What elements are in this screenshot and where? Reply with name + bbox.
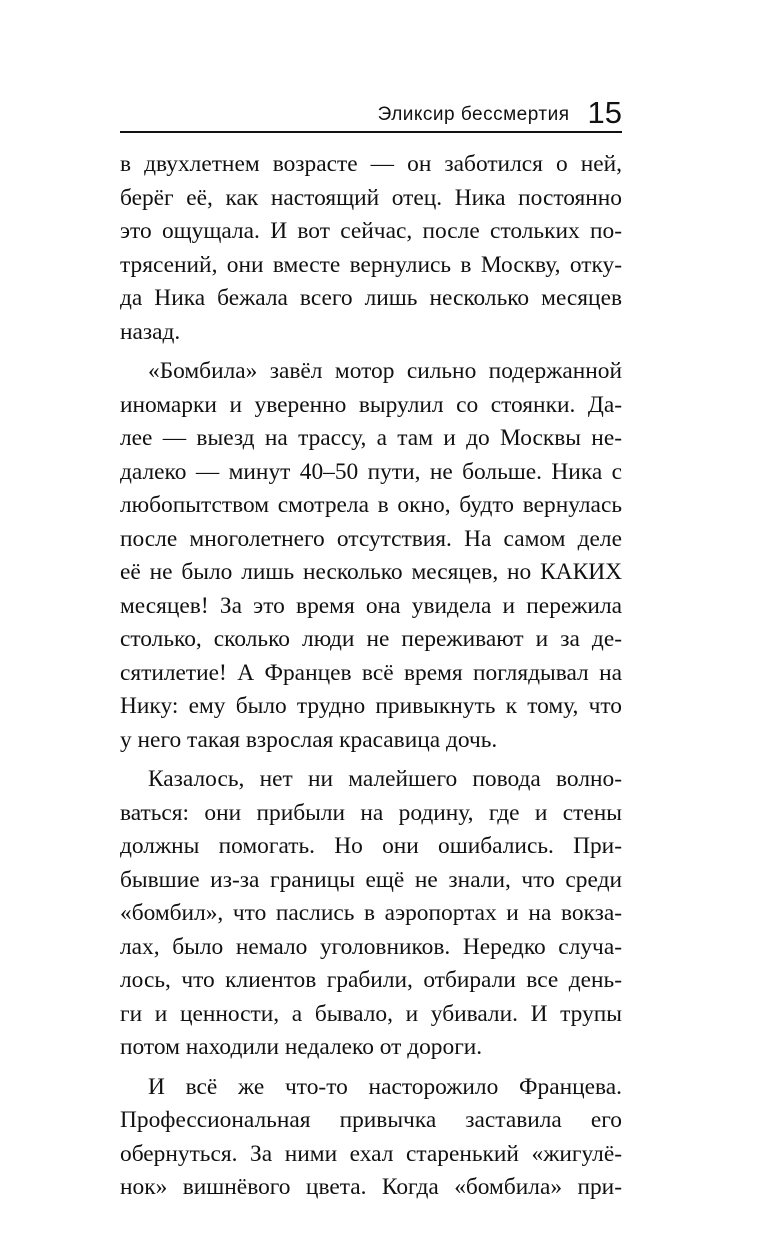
text-line: лось, что клиентов грабили, отбирали все день- <box>120 967 622 993</box>
text-line: Профессиональная привычка заставила его <box>120 1107 622 1133</box>
paragraph-1 <box>120 148 622 349</box>
text-line: «бомбил», что паслись в аэропортах и на вокза- <box>120 900 622 926</box>
text-line: назад. <box>120 318 181 345</box>
text-line: потом находили недалеко от дороги. <box>120 1034 483 1060</box>
running-title: Эликсир бессмертия <box>377 104 570 125</box>
text-line: иномарки и уверенно вырулил со стоянки. Да- <box>120 391 622 418</box>
text-body <box>120 148 622 1211</box>
text-line: у него такая взрослая красавица дочь. <box>120 726 498 753</box>
text-line: берёг её, как настоящий отец. Ника постоянно <box>120 184 622 211</box>
paragraph-4 <box>120 1071 622 1205</box>
running-header <box>120 86 622 130</box>
text-line: сятилетие! А Францев всё время поглядывал на <box>120 659 622 686</box>
text-line: бывшие из-за границы ещё не знали, что среди <box>120 866 622 893</box>
paragraph-2 <box>120 355 622 757</box>
text-line: ваться: они прибыли на родину, где и стены <box>120 799 622 826</box>
text-line: после многолетнего отсутствия. На самом деле <box>120 525 622 552</box>
text-line: обернуться. За ними ехал старенький «жигулё- <box>120 1140 622 1167</box>
text-line: лах, было немало уголовников. Нередко случа- <box>120 933 622 960</box>
text-line: Нику: ему было трудно привыкнуть к тому, что <box>120 693 622 719</box>
page-number: 15 <box>587 95 622 130</box>
header-rule <box>120 131 622 133</box>
text-line: да Ника бежала всего лишь несколько месяцев <box>120 285 622 311</box>
text-line: столько, сколько люди не переживают и за де- <box>120 626 622 652</box>
text-line: любопытством смотрела в окно, будто вернулась <box>120 492 622 518</box>
text-line: месяцев! За это время она увидела и пережила <box>120 592 622 619</box>
text-line: лее — выезд на трассу, а там и до Москвы не- <box>120 425 622 451</box>
text-line: далеко — минут 40–50 пути, не больше. Ника с <box>120 458 622 485</box>
text-line: «Бомбила» завёл мотор сильно подержанной <box>148 358 622 384</box>
text-line: должны помогать. Но они ошибались. При- <box>120 833 622 859</box>
text-line: И всё же что-то насторожило Францева. <box>148 1073 622 1100</box>
text-line: в двухлетнем возрасте — он заботился о ней, <box>120 151 622 177</box>
text-line: трясений, они вместе вернулись в Москву, отку- <box>120 251 622 278</box>
text-line: это ощущала. И вот сейчас, после стольких по- <box>120 218 622 244</box>
text-line: её не было лишь несколько месяцев, но КАКИХ <box>120 559 622 585</box>
text-line: нок» вишнёвого цвета. Когда «бомбила» при- <box>120 1174 622 1200</box>
paragraph-3 <box>120 763 622 1065</box>
text-line: ги и ценности, а бывало, и убивали. И трупы <box>120 1000 622 1027</box>
text-line: Казалось, нет ни малейшего повода волно- <box>148 766 622 792</box>
